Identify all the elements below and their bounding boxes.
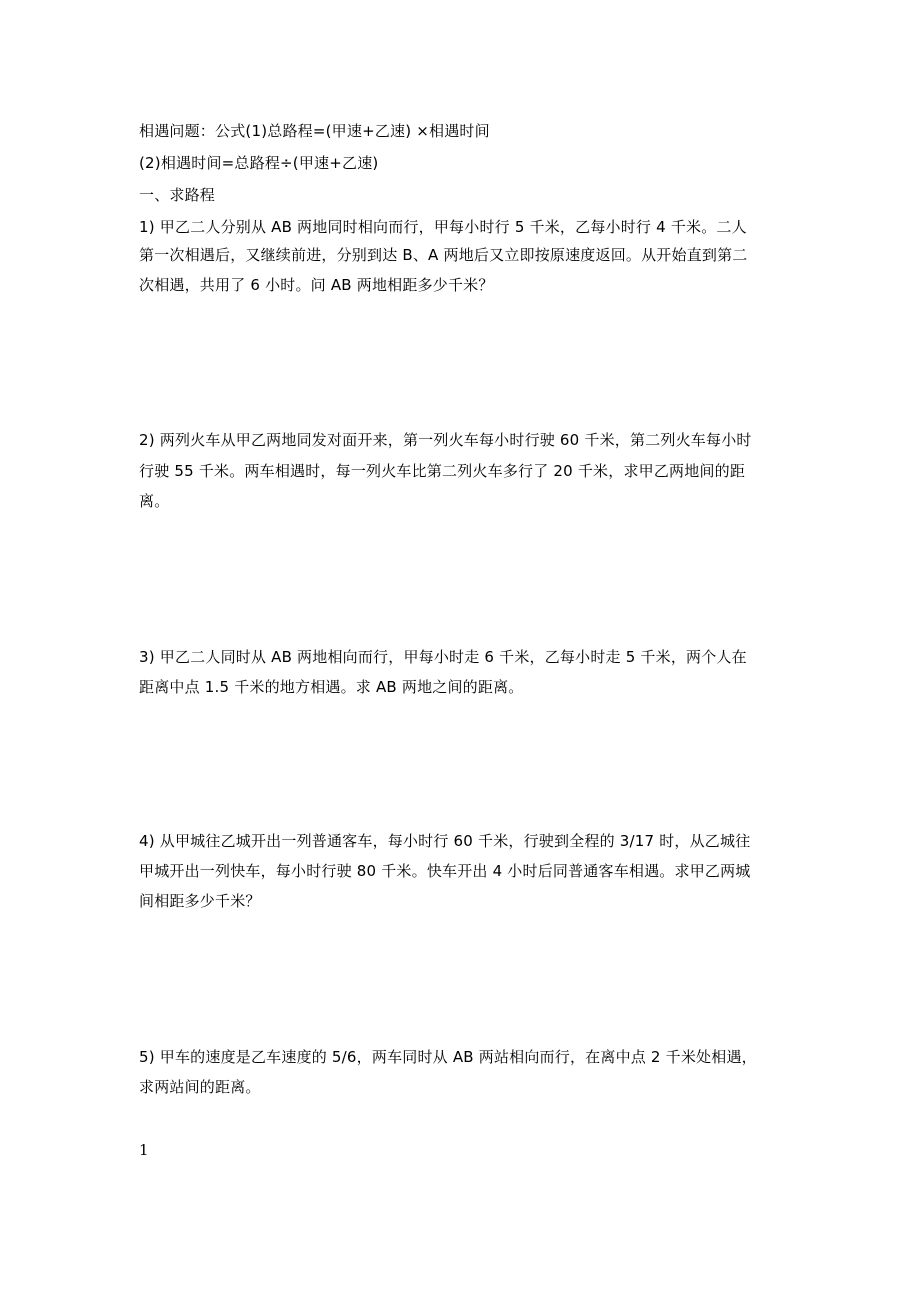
problem-2-line-2: 行驶 55 千米。两车相遇时，每一列火车比第二列火车多行了 20 千米，求甲乙两地间的距 [139, 462, 746, 480]
problem-2-line-1: 2) 两列火车从甲乙两地同发对面开来，第一列火车每小时行驶 60 千米，第二列火车每小时 [139, 431, 752, 449]
problem-4-line-1: 4) 从甲城往乙城开出一列普通客车，每小时行 60 千米，行驶到全程的 3/17 时，从乙城往 [139, 832, 751, 850]
problem-1-line-3: 次相遇，共用了 6 小时。问 AB 两地相距多少千米？ [139, 276, 494, 294]
problem-1-line-1: 1) 甲乙二人分别从 AB 两地同时相向而行，甲每小时行 5 千米，乙每小时行 4 千米。二人 [139, 218, 747, 236]
problem-3-line-1: 3) 甲乙二人同时从 AB 两地相向而行，甲每小时走 6 千米，乙每小时走 5 千米，两个人在 [139, 648, 747, 666]
problem-3-line-2: 距离中点 1.5 千米的地方相遇。求 AB 两地之间的距离。 [139, 678, 524, 696]
problem-5-line-1: 5) 甲车的速度是乙车速度的 5/6，两车同时从 AB 两站相向而行，在离中点 2 千米处相遇， [139, 1048, 757, 1066]
problem-5-line-2: 求两站间的距离。 [139, 1078, 261, 1096]
formula-line-1: 相遇问题：公式(1)总路程=(甲速+乙速) ×相遇时间 [139, 122, 490, 140]
problem-4-line-2: 甲城开出一列快车，每小时行驶 80 千米。快车开出 4 小时后同普通客车相遇。求甲乙两城 [139, 862, 751, 880]
problem-4-line-3: 间相距多少千米？ [139, 892, 261, 910]
problem-2-line-3: 离。 [139, 492, 170, 510]
formula-line-2: (2)相遇时间=总路程÷(甲速+乙速) [139, 154, 379, 172]
problem-1-line-2: 第一次相遇后，又继续前进，分别到达 B、A 两地后又立即按原速度返回。从开始直到第二 [139, 246, 748, 264]
section-heading: 一、求路程 [139, 186, 216, 204]
page-number: 1 [139, 1141, 149, 1159]
